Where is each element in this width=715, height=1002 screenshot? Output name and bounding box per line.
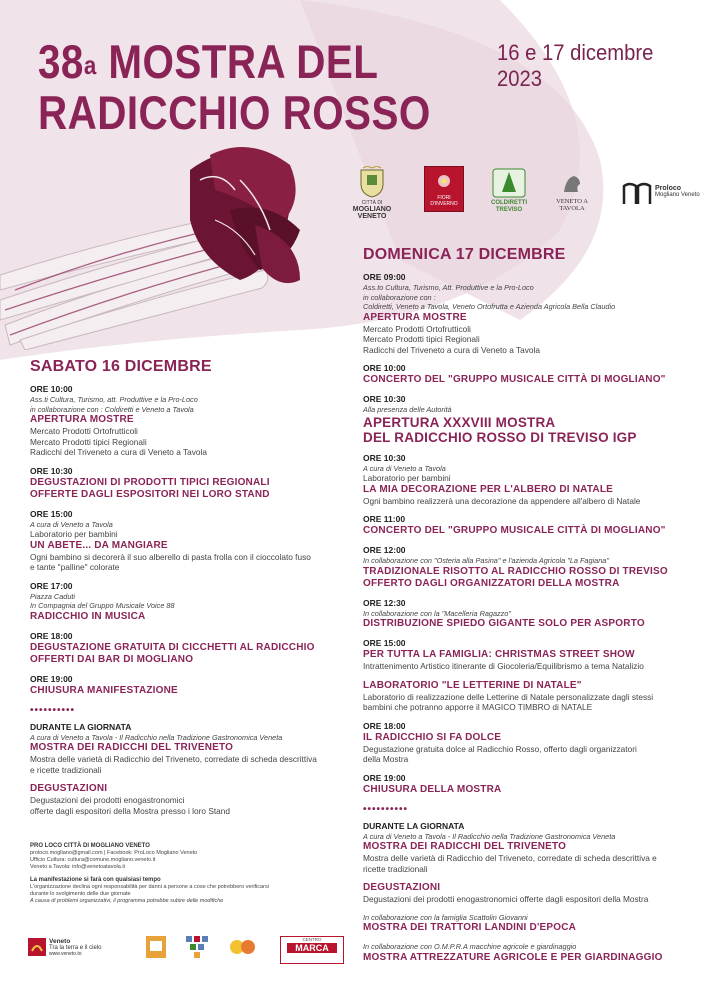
event-note: In collaborazione con la "Macelleria Ragazzo" — [363, 608, 511, 618]
sponsor-logos — [28, 932, 348, 972]
fiori-inverno-logo: FIORI D'INVERNO — [424, 166, 464, 212]
saturday-title: SABATO 16 DICEMBRE — [30, 358, 212, 375]
event-headline: CONCERTO DEL "GRUPPO MUSICALE CITTÀ DI MOGLIANO" — [363, 525, 666, 536]
sunday-title: DOMENICA 17 DICEMBRE — [363, 246, 566, 263]
event-description: Mercato Prodotti Ortofrutticoli — [30, 426, 138, 436]
schedule-event — [363, 598, 708, 631]
schedule-event — [363, 545, 708, 590]
partner-logos — [340, 166, 700, 226]
event-time: ORE 12:00 — [363, 545, 406, 555]
event-note: Ass.ti Cultura, Turismo, att. Produttive e la Pro-Loco — [30, 395, 198, 404]
event-time: ORE 11:00 — [363, 514, 406, 524]
veneto-icon — [28, 938, 46, 956]
event-description: Radicchi del Triveneto a cura di Veneto a Tavola — [30, 447, 207, 457]
event-note: In collaborazione con "Osteria alla Pasina" e l'azienda Agricola "La Fagiana" — [363, 556, 609, 565]
event-headline: CHIUSURA DELLA MOSTRA — [363, 783, 502, 795]
event-headline: APERTURA XXXVIII MOSTRA — [363, 414, 556, 430]
event-description: Mercato Prodotti tipici Regionali — [30, 436, 147, 447]
schedule-event — [363, 363, 708, 386]
sponsor-icon — [184, 934, 210, 960]
event-headline: CHIUSURA MANIFESTAZIONE — [30, 684, 178, 696]
event-headline: TRADIZIONALE RISOTTO AL RADICCHIO ROSSO DI TREVISO — [363, 565, 668, 577]
event-headline: PER TUTTA LA FAMIGLIA: CHRISTMAS STREET SHOW — [363, 649, 635, 660]
schedule-event — [30, 674, 340, 697]
schedule-event — [363, 272, 708, 355]
sunday-allday: DURANTE LA GIORNATA A cura di Veneto a Tavola - Il Radicchio nella Tradizione Gastronomica Veneta MOSTRA DEI RADICCHI DEL TRIVENETO Mostra delle varietà di Radicchio del Triveneto, corredate di scheda descrittiva e ricette tradizionali DEGUSTAZIONI Degustazioni dei prodotti enogastronomici offerte dagli espositori della Mostra In collaborazione con la famiglia Scattolin Giovanni MOSTRA DEI TRATTORI LANDINI D'EPOCA In collaborazione con O.M.P.R.A macchine agricole e giardinaggio MOSTRA ATTREZZATURE AGRICOLE E PER GIARDINAGGIO — [363, 820, 663, 963]
sunday-column — [363, 246, 708, 972]
event-time: ORE 10:00 — [30, 384, 73, 394]
event-title: 38$^a$ MOSTRA DEL RADICCHIO ROSSO — [38, 35, 431, 139]
event-description: Radicchi del Triveneto a cura di Veneto a Tavola — [363, 344, 540, 355]
coldiretti-logo: COLDIRETTI TREVISO — [488, 168, 530, 214]
event-time: ORE 12:30 — [363, 597, 406, 608]
event-description: Mercato Prodotti Ortofrutticoli — [363, 323, 471, 334]
organizer-info: PRO LOCO CITTÀ DI MOGLIANO VENETO proloco.mogliano@gmail.com | Facebook: ProLoco Mogliano Veneto Ufficio Cultura: cultura@comune.mogliano.veneto.it Veneto a Tavola: info@venetoatavola.it La manifestazione si farà con qualsiasi tempo L'organizzazione declina ogni responsabilità per danni a persone a cose che potrebbero verificarsi durante lo svolgimento delle due giornate A causa di problemi organizzativi, il programma potrebbe subire delle modifiche — [30, 843, 269, 904]
event-headline: OFFERTO DAGLI ORGANIZZATORI DELLA MOSTRA — [363, 577, 620, 589]
event-description: bambini che potranno apporre il MAGICO TIMBRO di NATALE — [363, 702, 593, 712]
proloco-logo: Proloco Mogliano Veneto — [622, 182, 700, 206]
event-headline: DEGUSTAZIONE GRATUITA DI CICCHETTI AL RADICCHIO — [30, 641, 315, 653]
event-subtitle: Laboratorio per bambini — [363, 473, 451, 483]
event-description: Mercato Prodotti tipici Regionali — [363, 334, 480, 344]
event-time: ORE 10:00 — [363, 363, 406, 373]
event-description: Ogni bambino realizzerà una decorazione da appendere all'albero di Natale — [363, 495, 641, 506]
event-headline: DEL RADICCHIO ROSSO DI TREVISO IGP — [363, 429, 637, 445]
saturday-allday: DURANTE LA GIORNATA A cura di Veneto a Tavola - Il Radicchio nella Tradizione Gastronomica Veneta MOSTRA DEI RADICCHI DEL TRIVENETO Mostra delle varietà di Radicchio del Triveneto, corredate di scheda descrittiva e ricette tradizionali DEGUSTAZIONI Degustazioni dei prodotti enogastronomici offerte dagli espositori della Mostra presso i loro Stand — [30, 721, 317, 816]
event-note: Alla presenza delle Autorità — [363, 405, 452, 414]
event-time: ORE 17:00 — [30, 580, 73, 591]
event-headline: LABORATORIO "LE LETTERINE DI NATALE" — [363, 679, 582, 691]
event-date: 16 e 17 dicembre 2023 — [497, 40, 654, 91]
schedule-event — [30, 384, 340, 458]
event-time: ORE 09:00 — [363, 272, 406, 282]
veneto-region-logo: Veneto Tra la terra e il cielo www.veneto.to — [28, 938, 128, 957]
saturday-column — [30, 358, 340, 824]
event-description: Ogni bambino si decorerà il suo alberello di pasta frolla con il cioccolato fuso — [30, 551, 311, 562]
event-description: della Mostra — [363, 754, 409, 764]
event-time: ORE 10:30 — [30, 465, 73, 476]
schedule-event — [363, 721, 708, 765]
schedule-event — [363, 514, 708, 537]
event-description: Laboratorio di realizzazione delle Letterine di Natale personalizzate dagli stessi — [363, 691, 654, 702]
event-time: ORE 19:00 — [363, 772, 406, 783]
event-time: ORE 10:30 — [363, 394, 406, 404]
event-headline: APERTURA MOSTRE — [363, 311, 467, 323]
veneto-tavola-logo: VENETO A TAVOLA — [544, 172, 600, 212]
lion-icon — [560, 172, 584, 196]
event-note: A cura di Veneto a Tavola — [363, 463, 446, 473]
event-time: ORE 15:00 — [363, 638, 406, 648]
proloco-icon — [622, 182, 652, 206]
event-headline: CONCERTO DEL "GRUPPO MUSICALE CITTÀ DI MOGLIANO" — [363, 374, 666, 385]
event-note: in collaborazione con : — [363, 292, 436, 302]
city-crest-icon — [359, 166, 385, 198]
flower-icon — [434, 171, 454, 193]
schedule-event — [30, 466, 340, 501]
coldiretti-icon — [492, 168, 526, 198]
event-note: In Compagnia del Gruppo Musicale Voice 88 — [30, 601, 175, 610]
event-headline: IL RADICCHIO SI FA DOLCE — [363, 731, 502, 743]
schedule-event — [30, 509, 340, 573]
radicchio-image — [0, 140, 340, 350]
schedule-event — [363, 680, 708, 713]
schedule-event — [30, 631, 340, 666]
event-note: Piazza Caduti — [30, 591, 76, 601]
sponsor-icon — [228, 936, 258, 958]
schedule-event — [363, 453, 708, 507]
schedule-event — [363, 394, 708, 445]
event-headline: LA MIA DECORAZIONE PER L'ALBERO DI NATALE — [363, 483, 614, 495]
event-note: A cura di Veneto a Tavola — [30, 519, 113, 529]
event-note: Ass.to Cultura, Turismo, Att. Produttive e la Pro-Loco — [363, 283, 534, 292]
schedule-event — [363, 638, 708, 672]
event-note: Coldiretti, Veneto a Tavola, Veneto Ortofrutta e Azienda Agricola Bella Claudio — [363, 302, 616, 311]
event-description: e tante "palline" colorate — [30, 562, 120, 572]
separator-dots: •••••••••• — [363, 803, 409, 815]
event-headline: OFFERTE DAGLI ESPOSITORI NEI LORO STAND — [30, 488, 270, 500]
event-note: in collaborazione con : Coldiretti e Veneto a Tavola — [30, 404, 194, 414]
event-headline: OFFERTI DAI BAR DI MOGLIANO — [30, 653, 194, 665]
marca-logo: CENTRO MARCA — [280, 936, 344, 964]
event-headline: UN ABETE... DA MANGIARE — [30, 539, 168, 551]
schedule-event — [363, 773, 708, 796]
event-subtitle: Laboratorio per bambini — [30, 529, 118, 539]
schedule-event — [30, 581, 340, 623]
event-headline: DISTRIBUZIONE SPIEDO GIGANTE SOLO PER ASPORTO — [363, 618, 645, 629]
event-description: Intrattenimento Artistico itinerante di Giocoleria/Equilibrismo a tema Natalizio — [363, 661, 644, 671]
event-headline: RADICCHIO IN MUSICA — [30, 610, 146, 622]
event-description: Degustazione gratuita dolce al Radicchio Rosso, offerto dagli organizzatori — [363, 743, 637, 754]
separator-dots: •••••••••• — [30, 704, 76, 716]
event-headline: APERTURA MOSTRE — [30, 414, 134, 425]
event-time: ORE 18:00 — [363, 720, 406, 731]
sponsor-icon — [146, 936, 166, 958]
mogliano-logo: CITTÀ DI MOGLIANO VENETO — [342, 166, 402, 220]
event-time: ORE 15:00 — [30, 508, 73, 519]
event-time: ORE 10:30 — [363, 452, 406, 463]
event-time: ORE 19:00 — [30, 673, 73, 684]
event-headline: DEGUSTAZIONI DI PRODOTTI TIPICI REGIONALI — [30, 476, 270, 488]
event-time: ORE 18:00 — [30, 630, 73, 641]
